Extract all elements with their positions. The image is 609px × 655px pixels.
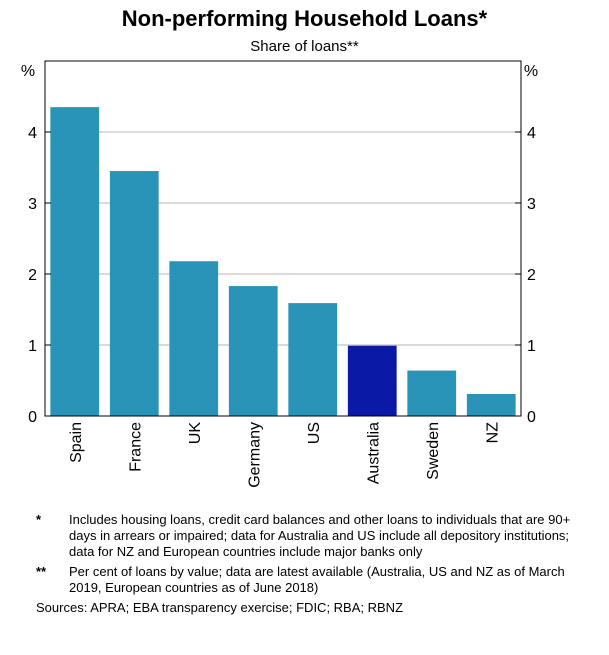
y-tick-label-right: 1 [527,338,536,355]
chart-title: Non-performing Household Loans* [121,6,488,31]
y-tick-label-right: 4 [527,125,536,142]
footnote-1-text: Includes housing loans, credit card balances and other loans to individuals that are 90+ days in arrears or impaired; data for Australia and US include all depository institutions; data for NZ and European countries include major banks only [69,512,571,559]
y-axis-label-left: % [20,63,36,80]
bar-germany [229,286,278,416]
footnote-2-mark: ** [36,564,47,579]
bar-us [288,303,337,416]
x-tick-label: NZ [484,422,502,444]
footnote-2-text: Per cent of loans by value; data are latest available (Australia, US and NZ as of March 2019, European countries as of June 2018) [69,564,565,595]
bar-uk [169,261,218,416]
y-tick-label-left: 2 [28,267,37,284]
chart-subtitle: Share of loans** [250,38,359,55]
bar-nz [467,394,516,416]
footnote-2 [36,564,596,596]
y-tick-label-left: 1 [28,338,37,355]
bar-sweden [407,371,456,416]
x-tick-label: US [305,422,323,445]
y-tick-label-left: 4 [28,125,37,142]
x-tick-label: France [127,422,145,472]
footnote-1 [36,512,596,560]
x-tick-label: Sweden [424,422,442,480]
x-tick-label: Spain [67,422,85,463]
y-tick-label-left: 0 [28,409,37,426]
y-tick-label-right: 0 [527,409,536,426]
y-tick-label-left: 3 [28,196,37,213]
bar-france [110,171,159,416]
bar-spain [50,107,99,416]
sources: Sources: APRA; EBA transparency exercise; FDIC; RBA; RBNZ [36,600,404,615]
x-tick-label: Germany [246,422,264,488]
y-tick-label-right: 3 [527,196,536,213]
y-tick-label-right: 2 [527,267,536,284]
y-axis-label-right: % [523,63,539,80]
bar-australia [348,346,397,416]
x-tick-label: UK [186,422,204,445]
footnotes [36,512,596,616]
footnote-1-mark: * [36,512,42,527]
x-tick-label: Australia [365,422,383,485]
